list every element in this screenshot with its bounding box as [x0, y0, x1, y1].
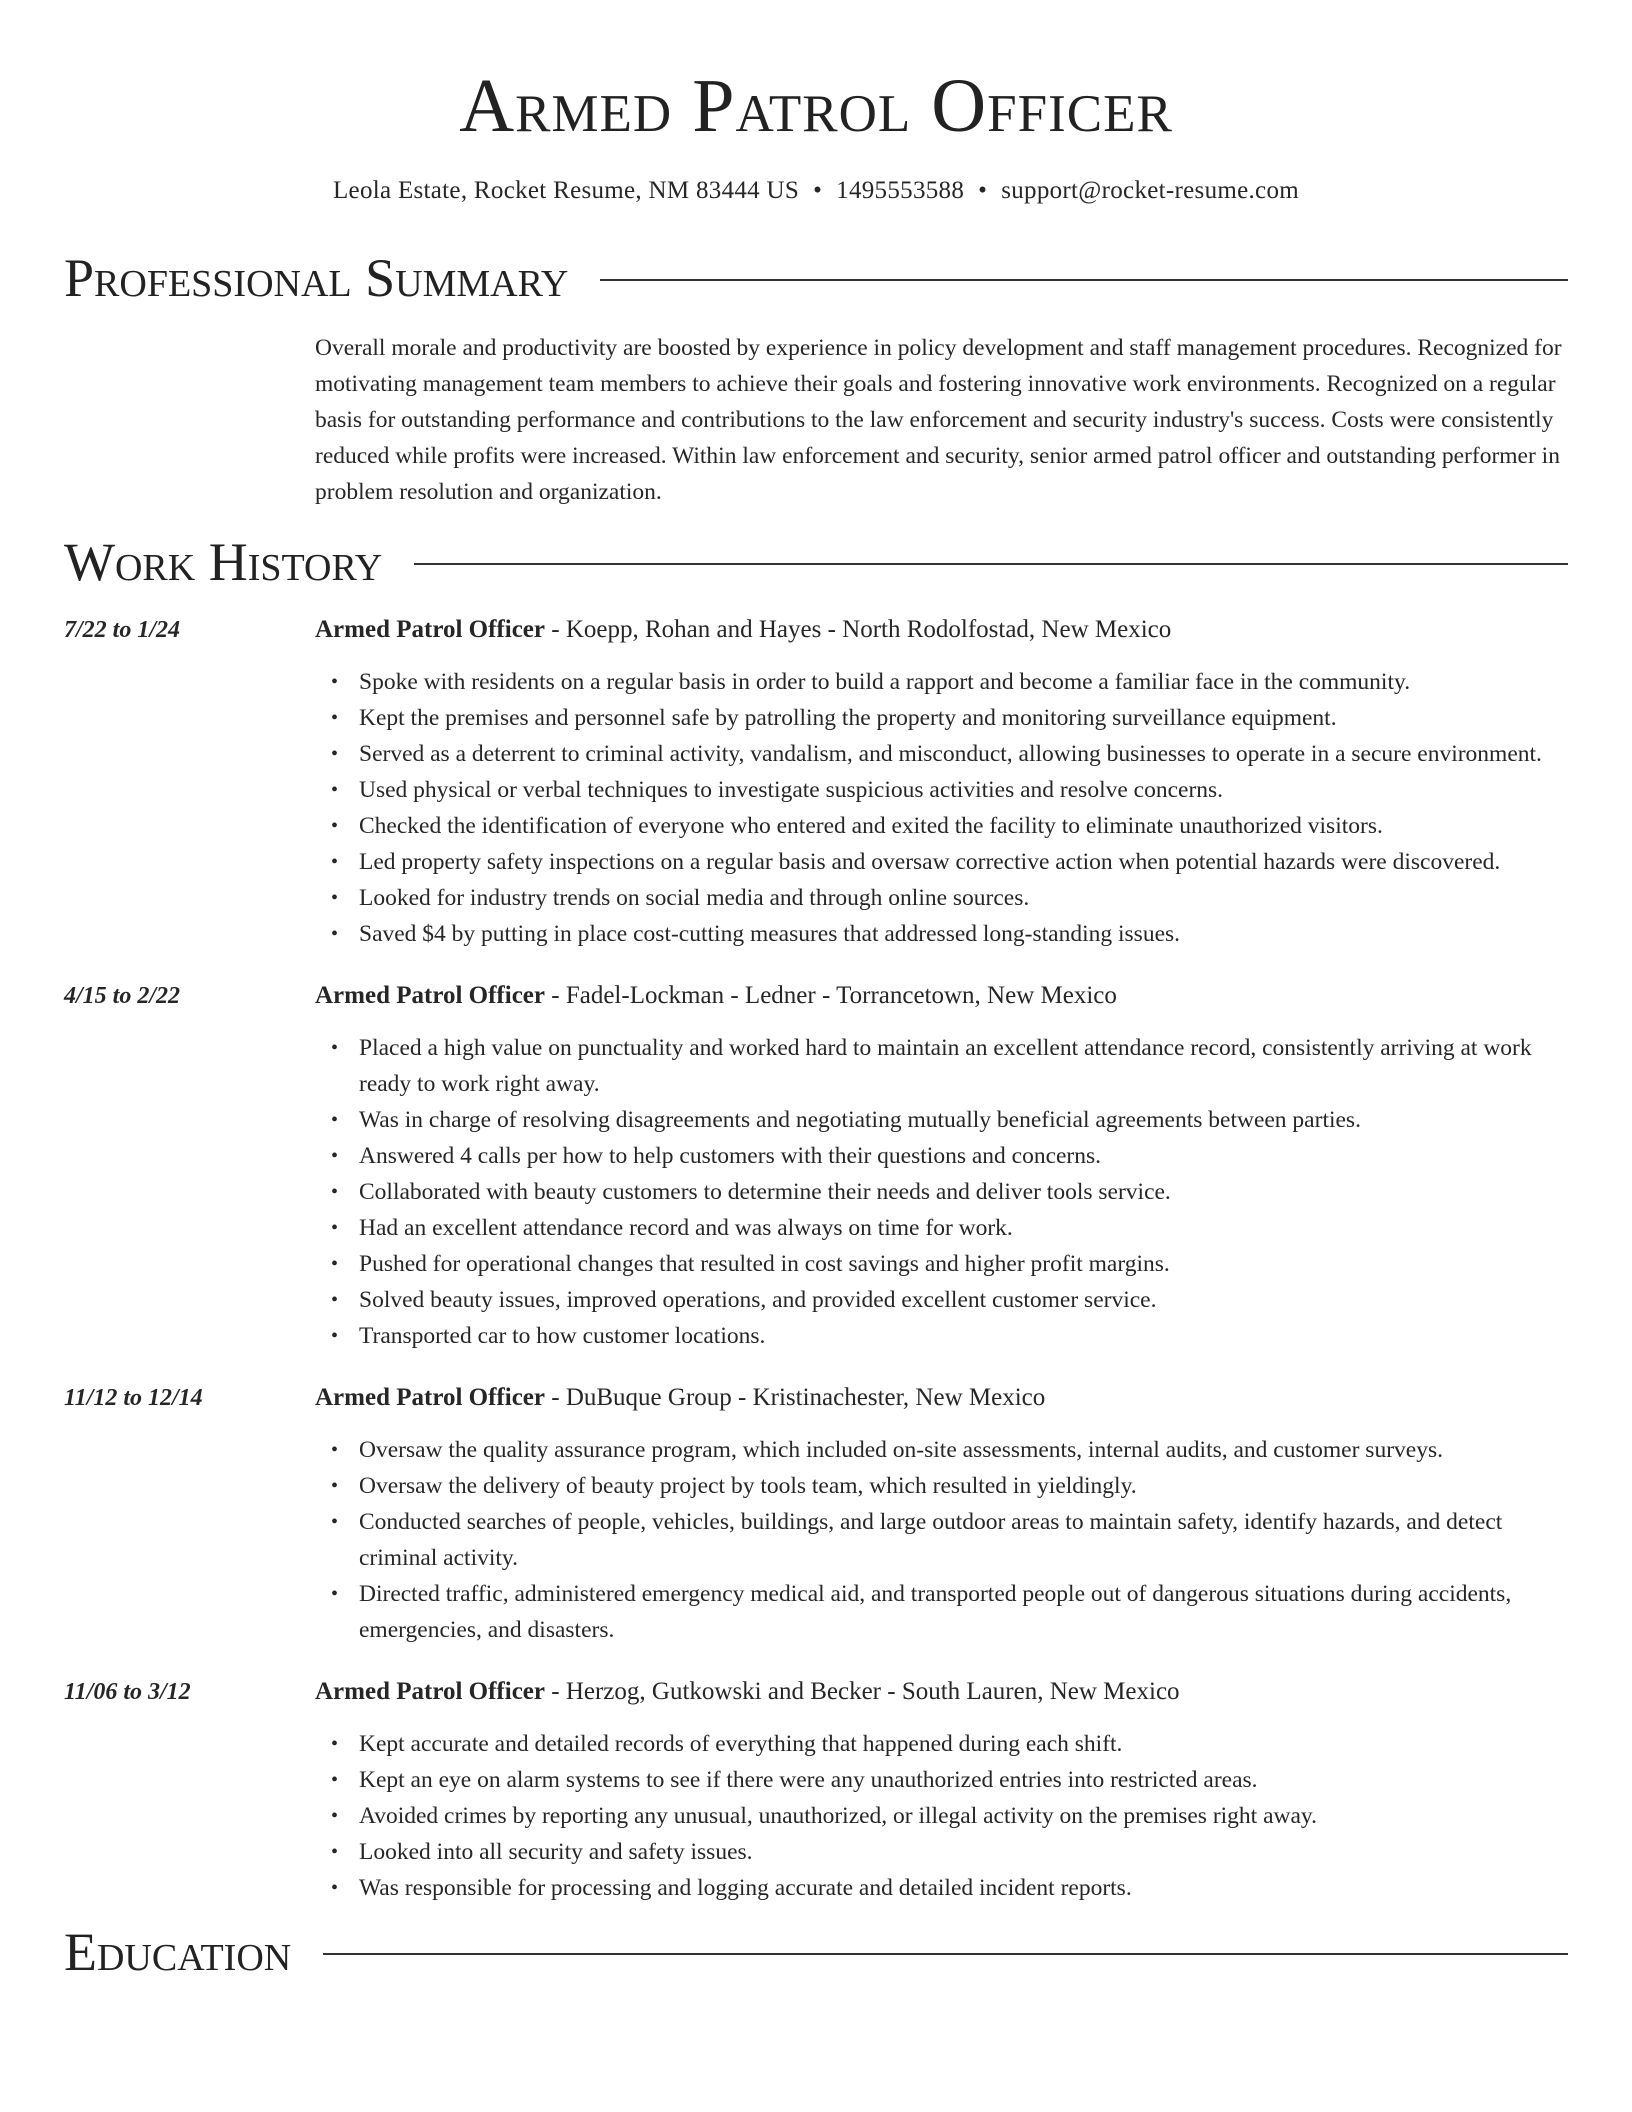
job-bullet	[315, 844, 1568, 880]
job-bullet-text: Checked the identification of everyone who entered and exited the facility to eliminate unauthorized visitors.	[359, 813, 1383, 839]
job-dates: 11/12 to 12/14	[64, 1385, 203, 1411]
job-bullet	[315, 1174, 1568, 1210]
job-bullet-text: Conducted searches of people, vehicles, buildings, and large outdoor areas to maintain safety, identify hazards, and detect criminal activity.	[359, 1509, 1503, 1571]
job-bullet	[315, 916, 1568, 952]
education-section-title: Education	[64, 1922, 292, 1982]
job-bullet-text: Served as a deterrent to criminal activity, vandalism, and misconduct, allowing businesses to operate in a secure environment.	[359, 741, 1542, 767]
job-header	[315, 1380, 1568, 1416]
job-bullet-text: Directed traffic, administered emergency medical aid, and transported people out of dangerous situations during accidents, emergencies, and disasters.	[359, 1581, 1512, 1643]
bullet-icon: •	[331, 1877, 339, 1899]
job-title: Armed Patrol Officer	[315, 982, 545, 1009]
job-entry	[64, 612, 1568, 952]
job-bullet-list	[315, 1726, 1568, 1906]
bullet-icon: •	[331, 1109, 339, 1131]
job-bullet	[315, 1318, 1568, 1354]
job-bullet	[315, 1726, 1568, 1762]
bullet-icon: •	[331, 1289, 339, 1311]
job-bullet-text: Looked for industry trends on social media and through online sources.	[359, 885, 1030, 911]
job-title: Armed Patrol Officer	[315, 1384, 545, 1411]
job-bullet	[315, 1432, 1568, 1468]
job-employer-location: - Herzog, Gutkowski and Becker - South Lauren, New Mexico	[545, 1678, 1180, 1705]
candidate-name: Armed Patrol Officer	[459, 64, 1173, 148]
contact-address: Leola Estate, Rocket Resume, NM 83444 US	[332, 177, 800, 204]
bullet-icon: •	[331, 1841, 339, 1863]
job-bullet-text: Pushed for operational changes that resulted in cost savings and higher profit margins.	[359, 1251, 1170, 1277]
bullet-icon: •	[331, 1181, 339, 1203]
job-entry	[64, 1380, 1568, 1648]
contact-line	[64, 174, 1568, 208]
job-body	[315, 978, 1568, 1354]
job-title: Armed Patrol Officer	[315, 616, 545, 643]
section-divider	[323, 1953, 1568, 1955]
job-list	[64, 612, 1568, 1906]
job-body	[315, 1674, 1568, 1906]
job-employer-location: - Koepp, Rohan and Hayes - North Rodolfostad, New Mexico	[545, 616, 1172, 643]
job-bullet-text: Solved beauty issues, improved operations, and provided excellent customer service.	[359, 1287, 1157, 1313]
section-divider	[414, 563, 1568, 565]
job-bullet	[315, 1576, 1568, 1648]
bullet-icon: •	[331, 1145, 339, 1167]
job-bullet-text: Placed a high value on punctuality and worked hard to maintain an excellent attendance record, consistently arriving at work ready to work right away.	[359, 1035, 1532, 1097]
job-title: Armed Patrol Officer	[315, 1678, 545, 1705]
job-bullet	[315, 1282, 1568, 1318]
job-body	[315, 1380, 1568, 1648]
job-bullet	[315, 700, 1568, 736]
job-bullet	[315, 1762, 1568, 1798]
bullet-icon: •	[331, 743, 339, 765]
job-bullet-list	[315, 1432, 1568, 1648]
bullet-icon: •	[331, 1511, 339, 1533]
bullet-icon: •	[331, 1805, 339, 1827]
job-bullet-text: Answered 4 calls per how to help customers with their questions and concerns.	[359, 1143, 1102, 1169]
job-bullet-text: Kept an eye on alarm systems to see if there were any unauthorized entries into restricted areas.	[359, 1767, 1258, 1793]
job-bullet-text: Was responsible for processing and logging accurate and detailed incident reports.	[359, 1875, 1132, 1901]
job-dates: 4/15 to 2/22	[64, 983, 181, 1009]
job-dates: 7/22 to 1/24	[64, 617, 181, 643]
resume-page	[64, 0, 1568, 1984]
job-bullet	[315, 664, 1568, 700]
job-bullet-text: Collaborated with beauty customers to determine their needs and deliver tools service.	[359, 1179, 1171, 1205]
job-bullet-text: Looked into all security and safety issues.	[359, 1839, 753, 1865]
job-bullet	[315, 1102, 1568, 1138]
job-bullet-text: Oversaw the delivery of beauty project by tools team, which resulted in yieldingly.	[359, 1473, 1137, 1499]
summary-section-heading	[64, 246, 1568, 310]
bullet-icon: •	[331, 1769, 339, 1791]
contact-separator: •	[978, 177, 988, 204]
job-entry	[64, 978, 1568, 1354]
bullet-icon: •	[331, 1037, 339, 1059]
bullet-icon: •	[331, 923, 339, 945]
bullet-icon: •	[331, 1733, 339, 1755]
bullet-icon: •	[331, 1325, 339, 1347]
bullet-icon: •	[331, 671, 339, 693]
job-bullet	[315, 808, 1568, 844]
job-bullet-text: Oversaw the quality assurance program, which included on-site assessments, internal audits, and customer surveys.	[359, 1437, 1443, 1463]
bullet-icon: •	[331, 779, 339, 801]
bullet-icon: •	[331, 707, 339, 729]
summary-section-title: Professional Summary	[64, 248, 569, 308]
bullet-icon: •	[331, 851, 339, 873]
job-bullet-text: Was in charge of resolving disagreements and negotiating mutually beneficial agreements between parties.	[359, 1107, 1361, 1133]
work-history-section-heading	[64, 530, 1568, 594]
job-employer-location: - Fadel-Lockman - Ledner - Torrancetown, New Mexico	[545, 982, 1117, 1009]
job-header	[315, 1674, 1568, 1710]
education-section-heading	[64, 1920, 1568, 1984]
job-employer-location: - DuBuque Group - Kristinachester, New Mexico	[545, 1384, 1046, 1411]
job-header	[315, 612, 1568, 648]
job-bullet	[315, 1504, 1568, 1576]
job-bullet-text: Avoided crimes by reporting any unusual, unauthorized, or illegal activity on the premises right away.	[359, 1803, 1318, 1829]
job-bullet-list	[315, 664, 1568, 952]
work-history-section-title: Work History	[64, 532, 383, 592]
bullet-icon: •	[331, 1439, 339, 1461]
job-dates: 11/06 to 3/12	[64, 1679, 191, 1705]
job-bullet-text: Led property safety inspections on a regular basis and oversaw corrective action when potential hazards were discovered.	[359, 849, 1501, 875]
job-bullet	[315, 1468, 1568, 1504]
section-divider	[600, 279, 1568, 281]
bullet-icon: •	[331, 1583, 339, 1605]
job-bullet-text: Transported car to how customer locations.	[359, 1323, 766, 1349]
job-bullet-text: Saved $4 by putting in place cost-cutting measures that addressed long-standing issues.	[359, 921, 1181, 947]
contact-phone[interactable]: 1495553588	[836, 177, 965, 204]
job-bullet-text: Used physical or verbal techniques to investigate suspicious activities and resolve concerns.	[359, 777, 1224, 803]
bullet-icon: •	[331, 1475, 339, 1497]
job-bullet-text: Had an excellent attendance record and was always on time for work.	[359, 1215, 1013, 1241]
job-header	[315, 978, 1568, 1014]
job-bullet	[315, 1870, 1568, 1906]
contact-email[interactable]: support@rocket-resume.com	[1001, 177, 1299, 204]
job-bullet	[315, 1210, 1568, 1246]
bullet-icon: •	[331, 887, 339, 909]
job-entry	[64, 1674, 1568, 1906]
job-bullet	[315, 1834, 1568, 1870]
bullet-icon: •	[331, 815, 339, 837]
job-bullet	[315, 1030, 1568, 1102]
job-bullet	[315, 1138, 1568, 1174]
job-body	[315, 612, 1568, 952]
job-bullet-text: Kept accurate and detailed records of everything that happened during each shift.	[359, 1731, 1123, 1757]
bullet-icon: •	[331, 1253, 339, 1275]
job-bullet-text: Spoke with residents on a regular basis in order to build a rapport and become a familiar face in the community.	[359, 669, 1411, 695]
job-bullet	[315, 880, 1568, 916]
job-bullet	[315, 772, 1568, 808]
summary-text: Overall morale and productivity are boosted by experience in policy development and staff management procedures. Recognized for motivating management team members to achieve their goals and fostering innovative work environments. Recognized on a regular basis for outstanding performance and contributions to the law enforcement and security industry's success. Costs were consistently reduced while profits were increased. Within law enforcement and security, senior armed patrol officer and outstanding performer in problem resolution and organization.	[315, 335, 1562, 505]
job-bullet-list	[315, 1030, 1568, 1354]
job-bullet	[315, 1798, 1568, 1834]
job-bullet	[315, 736, 1568, 772]
job-bullet	[315, 1246, 1568, 1282]
contact-separator: •	[813, 177, 823, 204]
job-bullet-text: Kept the premises and personnel safe by patrolling the property and monitoring surveillance equipment.	[359, 705, 1337, 731]
bullet-icon: •	[331, 1217, 339, 1239]
